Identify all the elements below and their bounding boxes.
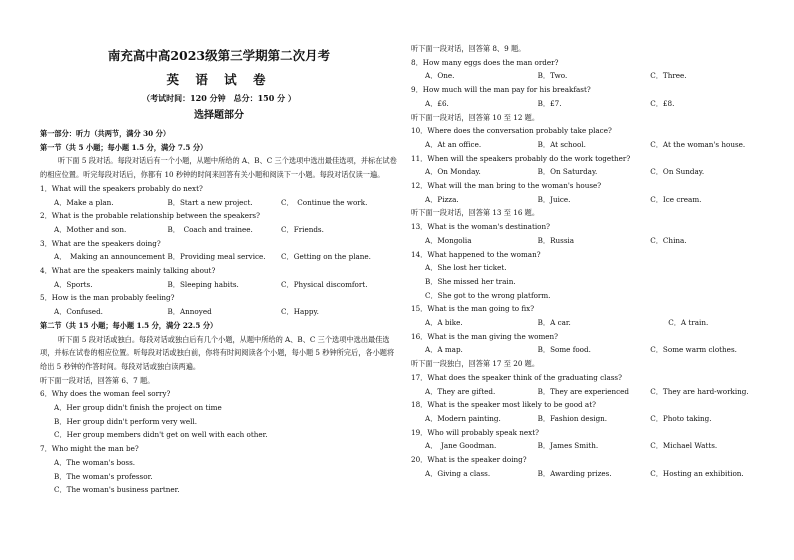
question-15: [411, 302, 777, 329]
option-c[interactable]: C．Getting on the plane.: [281, 252, 371, 262]
question-text: 18．What is the speaker most likely to be good at?: [411, 400, 596, 410]
options: [411, 69, 777, 83]
question-text: 17．What does the speaker think of the graduating class?: [411, 372, 622, 382]
option-c[interactable]: C．Some warm clothes.: [650, 345, 737, 355]
question-9: [411, 83, 777, 110]
question-text: 7．Who might the man be?: [40, 444, 139, 454]
option-c[interactable]: C．A train.: [668, 318, 709, 328]
question-text: 9．How much will the man pay for his breakfast?: [411, 85, 591, 95]
option-b[interactable]: B．A car.: [537, 318, 571, 328]
question-text: 1．What will the speakers probably do next?: [40, 183, 203, 193]
option-b[interactable]: B．Russia: [537, 235, 575, 245]
option-c[interactable]: C．She got to the wrong platform.: [425, 290, 551, 300]
section-title: 选择题部分: [194, 110, 244, 121]
question-text: 5．How is the man probably feeling?: [40, 293, 175, 303]
options: [411, 467, 777, 481]
question-6: [40, 387, 398, 442]
question-text: 14．What happened to the woman?: [411, 249, 541, 259]
option-c[interactable]: C．Photo taking.: [650, 413, 712, 423]
option-a[interactable]: A．At an office.: [425, 139, 482, 149]
question-text: 11．When will the speakers probably do the work together?: [411, 153, 631, 163]
options: [411, 193, 777, 207]
options: [411, 97, 777, 111]
options: [40, 223, 398, 237]
option-a[interactable]: A．They are gifted.: [425, 386, 496, 396]
question-text: 4．What are the speakers mainly talking about?: [40, 266, 216, 276]
option-a[interactable]: A．Mongolia: [425, 235, 472, 245]
option-a[interactable]: A．She lost her ticket.: [425, 263, 507, 273]
option-b[interactable]: B．Annoyed: [167, 307, 212, 317]
question-14: [411, 248, 777, 303]
question-7: [40, 442, 398, 497]
part1-heading: 第一部分：听力（共两节，满分 30 分）: [40, 129, 171, 138]
option-c[interactable]: C．The woman's business partner.: [54, 485, 180, 495]
option-a[interactable]: A．Pizza.: [425, 194, 459, 204]
options: [411, 138, 777, 152]
question-20: [411, 453, 777, 480]
question-19: [411, 426, 777, 453]
option-c[interactable]: C．At the woman's house.: [650, 139, 746, 149]
options: [40, 250, 398, 264]
option-b[interactable]: B．At school.: [537, 139, 586, 149]
options: [40, 305, 398, 319]
option-c[interactable]: C． Continue the work.: [281, 197, 368, 207]
option-b[interactable]: B． Coach and trainee.: [167, 224, 253, 234]
option-c[interactable]: C．They are hard-working.: [650, 386, 749, 396]
option-c[interactable]: C．Her group members didn't get on well with each other.: [54, 430, 268, 440]
option-b[interactable]: B．Juice.: [537, 194, 571, 204]
question-12: [411, 179, 777, 206]
option-a[interactable]: A．One.: [425, 71, 455, 81]
options: [411, 165, 777, 179]
question-text: 16．What is the man giving the women?: [411, 331, 559, 341]
option-b[interactable]: B．Two.: [537, 71, 568, 81]
option-c[interactable]: C．Friends.: [281, 224, 324, 234]
section1-heading: 第一节（共 5 小题；每小题 1.5 分，满分 7.5 分）: [40, 142, 208, 152]
option-b[interactable]: B．The woman's professor.: [54, 471, 153, 481]
option-a[interactable]: A．Giving a class.: [425, 468, 491, 478]
group-13-16-intro: 听下面一段对话，回答第 13 至 16 题。: [411, 208, 540, 218]
question-13: [411, 220, 777, 247]
option-b[interactable]: B．Providing meal service.: [167, 252, 266, 262]
option-b[interactable]: B．Awarding prizes.: [537, 468, 612, 478]
group-10-12-intro: 听下面一段对话，回答第 10 至 12 题。: [411, 112, 540, 122]
option-c[interactable]: C．Three.: [650, 71, 687, 81]
option-a[interactable]: A．Confused.: [54, 307, 103, 317]
question-3: [40, 237, 398, 264]
question-text: 19．Who will probably speak next?: [411, 427, 539, 437]
question-text: 10．Where does the conversation probably take place?: [411, 126, 612, 136]
option-b[interactable]: B．They are experienced: [537, 386, 630, 396]
question-18: [411, 398, 777, 425]
group-8-9-intro: 听下面一段对话，回答第 8、9 题。: [411, 44, 526, 53]
section2-instructions: 听下面 5 段对话或独白。每段对话或独白后有几个小题，从题中所给的 A、B、C 三个选项中选出最佳选项，并标在试卷的相应位置。听每段对话或独白前，你将有时间阅读各个小题，每小题 5 秒钟所完后，各小题将给出 5 秒钟的作答时间。每段对话或独白读两遍。: [40, 334, 395, 371]
option-a[interactable]: A．A map.: [425, 345, 463, 355]
option-b[interactable]: B．Fashion design.: [537, 413, 608, 423]
options: [411, 412, 777, 426]
options: [411, 385, 777, 399]
option-a[interactable]: A．Sports.: [54, 279, 93, 289]
option-b[interactable]: B．Start a new project.: [167, 197, 253, 207]
option-c[interactable]: C．Happy.: [281, 307, 319, 317]
section2-heading: 第二节（共 15 小题；每小题 1.5 分，满分 22.5 分）: [40, 320, 218, 330]
question-8: [411, 56, 777, 83]
option-a[interactable]: A．On Monday.: [425, 167, 481, 177]
option-b[interactable]: B．Her group didn't perform very well.: [54, 416, 198, 426]
option-c[interactable]: C．Michael Watts.: [650, 441, 718, 451]
question-text: 2．What is the probable relationship between the speakers?: [40, 211, 260, 221]
option-a[interactable]: A．The woman's boss.: [54, 457, 136, 467]
options: [40, 196, 398, 210]
question-text: 20．What is the speaker doing?: [411, 455, 527, 465]
exam-subject: 英 语 试 卷: [166, 72, 272, 87]
question-4: [40, 264, 398, 291]
right-column: [411, 0, 777, 481]
option-b[interactable]: B．Some food.: [537, 345, 591, 355]
exam-info: （考试时间：120 分钟 总分：150 分 ）: [142, 93, 296, 103]
option-c[interactable]: C．Ice cream.: [650, 194, 702, 204]
option-c[interactable]: C．Physical discomfort.: [281, 279, 368, 289]
question-17: [411, 371, 777, 398]
option-a[interactable]: A．Make a plan.: [54, 197, 114, 207]
section1-instructions: 听下面 5 段对话。每段对话后有一个小题，从题中所给的 A、B、C 三个选项中选出最佳选项，并标在试卷的相应位置。听完每段对话后，你都有 10 秒钟的时间来回答有关小题和阅读下一小题。每段对话仅读一遍。: [40, 156, 397, 180]
option-c[interactable]: C．Hosting an exhibition.: [650, 468, 744, 478]
question-text: 12．What will the man bring to the woman's house?: [411, 181, 602, 191]
question-5: [40, 291, 398, 318]
question-text: 15．What is the man going to fix?: [411, 304, 535, 314]
option-a[interactable]: A．Her group didn't finish the project on time: [54, 403, 222, 413]
option-b[interactable]: B．James Smith.: [537, 441, 599, 451]
option-a[interactable]: A．Mother and son.: [54, 224, 127, 234]
question-11: [411, 152, 777, 179]
option-b[interactable]: B．She missed her train.: [425, 276, 516, 286]
option-b[interactable]: B．Sleeping habits.: [167, 279, 239, 289]
option-b[interactable]: B．£7.: [537, 98, 562, 108]
question-text: 13．What is the woman's destination?: [411, 222, 550, 232]
question-16: [411, 330, 777, 357]
options: [40, 278, 398, 292]
options: [411, 316, 777, 330]
left-column: [40, 0, 398, 497]
options: [411, 234, 777, 248]
question-text: 3．What are the speakers doing?: [40, 238, 161, 248]
exam-title: 南充高中高2023级第三学期第二次月考: [107, 48, 331, 63]
group-6-7-intro: 听下面一段对话，回答第 6、7 题。: [40, 375, 155, 385]
option-c[interactable]: C．China.: [650, 235, 687, 245]
question-10: [411, 124, 777, 151]
group-17-20-intro: 听下面一段独白，回答第 17 至 20 题。: [411, 359, 540, 369]
option-a[interactable]: A．£6.: [425, 98, 449, 108]
question-2: [40, 209, 398, 236]
options: [411, 343, 777, 357]
option-a[interactable]: A． Jane Goodman.: [425, 441, 497, 451]
question-text: 8．How many eggs does the man order?: [411, 57, 559, 67]
option-c[interactable]: C．£8.: [650, 98, 675, 108]
option-a[interactable]: A． Making an announcement: [54, 252, 165, 262]
option-a[interactable]: A．Modern painting.: [425, 413, 501, 423]
question-text: 6．Why does the woman feel sorry?: [40, 389, 171, 399]
option-c[interactable]: C．On Sunday.: [650, 167, 705, 177]
options: [411, 439, 777, 453]
option-a[interactable]: A．A bike.: [425, 318, 463, 328]
option-b[interactable]: B．On Saturday.: [537, 167, 598, 177]
question-1: [40, 182, 398, 209]
